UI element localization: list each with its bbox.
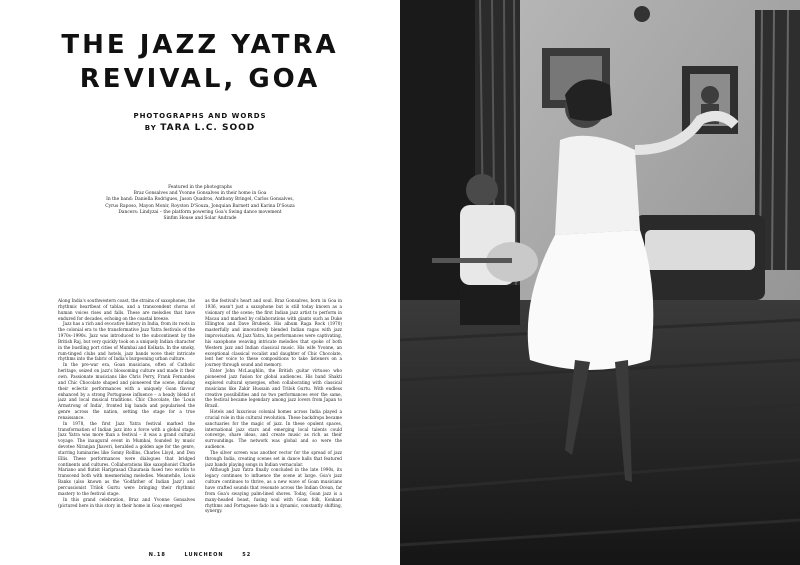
article-title: [20, 28, 380, 96]
magazine-name: LUNCHEON: [184, 552, 224, 558]
page-number: 52: [242, 552, 252, 558]
paragraph: In this grand celebration, Braz and Yvonne Gonsalves (pictured here in this story in their home in Goa) emerged: [58, 496, 195, 508]
paragraph: Although Jazz Yatra finally concluded in the late 1990s, its legacy continues to influence the scene at large. Goa's jazz culture continues to thrive, as a new wave of Goan musicians have crafted sounds that resonate across the Indian Ocean, far from Goa's swaying palm-lined shores. Today, Goan jazz is a many-headed beast, fusing soul with Goan folk, Konkani rhythms and Portuguese fado in a dynamic, constantly shifting, synergy.: [205, 467, 342, 514]
credit-line: Cyrus Raposo, Mayon Monir, Royston D'Souza, Jonquian Barnett and Karina D'Souza: [105, 203, 295, 209]
byline-by: BY: [144, 124, 157, 132]
photo-page: [400, 0, 800, 565]
article-body: [58, 298, 342, 530]
author-name: TARA L.C. SOOD: [160, 123, 256, 133]
byline-label: PHOTOGRAPHS AND WORDS: [133, 112, 267, 120]
paragraph: as the festival's heart and soul. Braz Gonsalves, born in Goa in 1936, wasn't just a saxophone but is still today known as a visionary of the scene; the first Indian jazz artist to perform in Macau and marked by collaborations with giants such as Duke Ellington and Dave Brubeck. His album Raga Rock (1970) masterfully and innovatively blended Indian ragas with jazz improvisation. At Jazz Yatra, his performances were captivating, his saxophone weaving intricate melodies that spoke of both Western jazz and Indian classical music. His wife Yvonne, an exceptional classical vocalist and daughter of Chic Chocolate, lent her voice to these compositions to take listeners on a journey through sound and memory.: [205, 298, 342, 368]
credit-line: Sinfim House and Solar Andrade: [163, 216, 237, 222]
credit-line: Featured in the photographs: [168, 185, 232, 190]
paragraph: Along India's southwestern coast, the strains of saxophones, the rhythmic heartbeat of tablas, and a transcendent chorus of human voices rises and falls. These are melodies that have endured for decades, echoing on the coastal breeze.: [58, 298, 195, 321]
paragraph: Jazz has a rich and evocative history in India, from its roots in the colonial era to the transformative Jazz Yatra festivals of the 1970s–1990s. Jazz was introduced to the subcontinent by the British Raj, but very quickly took on a uniquely Indian character in the bustling port cities of Mumbai and Kolkata. In the smoky, rum-tinged clubs and hotels, jazz bands wove their intricate rhythms into the fabric of India's burgeoning urban culture.: [58, 321, 195, 362]
wall-lamp: [634, 6, 650, 22]
dancer-photo: [400, 0, 800, 565]
paragraph: Enter John McLaughlin, the British guitar virtuoso who pioneered jazz fusion for global audiences. His band Shakti explored cultural synergies, often collaborating with classical musicians like Zakir Hussain and Trilok Gurtu. With endless creative possibilities and no two performances ever the same, the festival became legendary among jazz lovers from Japan to Brazil.: [205, 368, 342, 409]
credit-line: Dancers: Lindyzai – the platform powering Goa's Swing dance movement: [118, 209, 282, 215]
title-line-2: REVIVAL, GOA: [79, 64, 321, 94]
credit-line: In the band: Daniella Rodrigues, Jason Quadros, Anthony Bringel, Carlos Gonsalves,: [106, 197, 294, 203]
title-line-1: THE JAZZ YATRA: [61, 30, 339, 60]
body-column-right: [205, 298, 342, 530]
paragraph: The silver screen was another vector for the spread of jazz through India, creating scenes set in dance halls that featured jazz bands playing songs in Indian vernacular.: [205, 449, 342, 467]
paragraph: In the pre-war era, Goan musicians, often of Catholic heritage, seized on jazz's blossoming culture and made it their own. Passionate musicians like Chris Perry, Frank Fernandes and Chic Chocolate shaped and pioneered the scene, infusing their eclectic performances with a uniquely Goan flavour enhanced by a strong Portuguese influence – a heady blend of jazz and local musical traditions. Chic Chocolate, the 'Louis Armstrong of India', fronted big bands and popularised the genre across the nation, setting the stage for a true renaissance.: [58, 362, 195, 420]
page-footer: [0, 552, 400, 558]
paragraph: Hotels and luxurious colonial homes across India played a crucial role in this cultural revolution. These backdrops became sanctuaries for the magic of jazz. In these opulent spaces, international jazz stars and emerging local talents could converge, share ideas, and create music as rich as their surroundings. The network was global and so were the audience.: [205, 409, 342, 450]
paragraph: In 1978, the first Jazz Yatra festival marked the transformation of Indian jazz into a force with a global stage. Jazz Yatra was more than a festival – it was a grand cultural voyage. The inaugural event in Mumbai, founded by music devotee Niranjan Jhaveri, heralded a golden age for the genre, starring luminaries like Sonny Rollins, Charles Lloyd, and Don Ellis. These performances were dialogues that bridged continents and cultures. Collaborations like saxophonist Charlie Mariano and flutist Hariprasad Chaurasia fused two worlds to transcend both with mesmerising melodies. Meanwhile, Louis Banks (also known as the 'Godfather of Indian Jazz') and percussionist Trilok Gurtu were bringing their rhythmic mastery to the festival stage.: [58, 420, 195, 496]
body-column-left: [58, 298, 195, 530]
byline: [20, 110, 380, 134]
issue-number: N.18: [148, 552, 166, 558]
photo-credits: [60, 185, 340, 222]
credit-line: Braz Gonsalves and Yvonne Gonsalves in their home in Goa: [133, 191, 267, 197]
